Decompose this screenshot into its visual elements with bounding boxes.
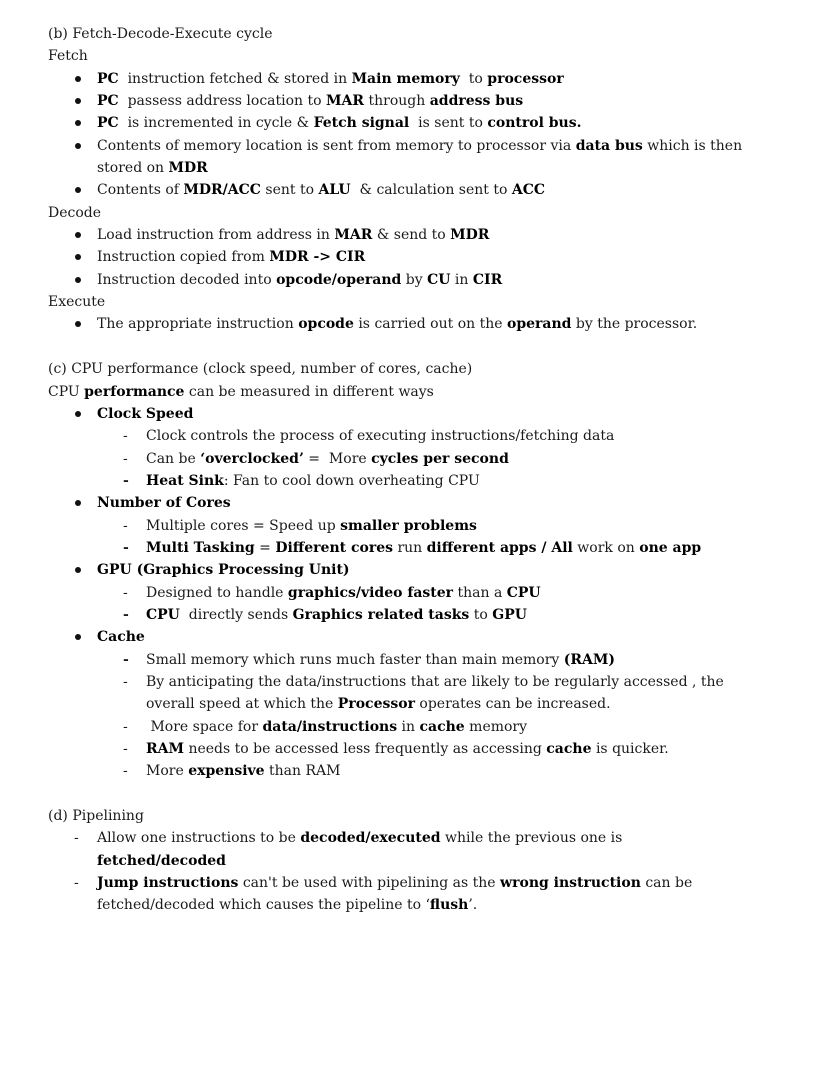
sub-dash-item <box>48 604 742 626</box>
sub-dash-item-continuation <box>48 693 742 715</box>
bold-text: MDR <box>450 227 490 244</box>
dash-item <box>48 872 742 894</box>
text-segment: to <box>469 606 493 623</box>
bold-text: GPU <box>492 606 527 623</box>
text-line <box>48 23 742 45</box>
bullet-icon <box>75 98 81 104</box>
bold-text: MAR <box>326 93 365 110</box>
sub-dash-item <box>48 649 742 671</box>
text-segment: operates can be increased. <box>414 696 611 713</box>
text-segment: which is then <box>642 137 743 154</box>
text-segment: Multiple cores = Speed up <box>146 517 341 534</box>
text-segment: instruction fetched & stored in <box>118 70 352 87</box>
bold-text: expensive <box>188 763 265 780</box>
bold-text: data bus <box>575 137 643 154</box>
text-line <box>48 805 742 827</box>
dash-marker: - <box>74 830 79 847</box>
text-segment: Execute <box>48 294 106 311</box>
text-segment: stored on <box>97 160 169 177</box>
bold-text: Processor <box>337 696 415 713</box>
text-segment: CPU <box>48 383 85 400</box>
bold-text: Fetch signal <box>313 115 410 132</box>
text-segment: (b) Fetch-Decode-Execute cycle <box>48 26 273 42</box>
text-segment: in <box>397 718 420 735</box>
blank-line <box>48 783 742 805</box>
text-segment: needs to be accessed less frequently as accessing <box>184 741 547 757</box>
bullet-item <box>48 403 742 425</box>
bold-text: MDR/ACC <box>183 182 261 199</box>
bold-text: Graphics related tasks <box>292 606 470 623</box>
bold-text: processor <box>487 70 564 87</box>
dash-marker: - <box>123 606 129 623</box>
bold-text: fetched/decoded <box>97 852 226 869</box>
text-segment: Contents of memory location is sent from memory to processor via <box>97 137 576 154</box>
dash-marker: - <box>123 450 128 467</box>
bullet-icon <box>75 120 81 126</box>
sub-dash-item <box>48 738 742 760</box>
bold-text: flush <box>429 897 469 914</box>
text-segment: directly sends <box>179 606 293 623</box>
text-segment: run <box>393 539 427 556</box>
dash-item-continuation <box>48 850 742 872</box>
bold-text: ‘overclocked’ <box>200 450 304 467</box>
text-segment: (c) CPU performance (clock speed, number of cores, cache) <box>48 361 473 378</box>
bold-text: CIR <box>472 271 503 288</box>
text-segment: Designed to handle <box>146 584 288 601</box>
bullet-item <box>48 269 742 291</box>
text-segment: sent to <box>260 182 319 199</box>
bold-text: PC <box>97 70 119 87</box>
dash-marker: - <box>123 472 129 489</box>
sub-dash-item <box>48 470 742 492</box>
text-segment: fetched/decoded which causes the pipeline to <box>97 897 426 914</box>
bullet-item-continuation <box>48 157 742 179</box>
dash-marker: - <box>123 517 128 534</box>
bold-text: PC <box>97 93 119 110</box>
text-segment: The appropriate instruction <box>97 316 299 333</box>
text-segment: Clock controls the process of executing instructions/fetching data <box>146 428 615 445</box>
bold-text: opcode/operand <box>276 271 402 288</box>
sub-dash-item <box>48 582 742 604</box>
bold-text: control bus. <box>487 115 582 132</box>
bullet-icon <box>75 254 81 260</box>
text-segment: ’. <box>468 897 478 914</box>
text-segment: than RAM <box>264 763 341 780</box>
bullet-item <box>48 224 742 246</box>
text-segment: ‘ <box>425 897 430 914</box>
text-segment: in <box>450 271 473 288</box>
text-segment: = More <box>303 450 372 467</box>
document-page <box>48 23 742 917</box>
dash-marker: - <box>123 584 128 601</box>
bold-text: performance <box>84 383 185 400</box>
text-segment: can't be used with pipelining as the <box>238 875 501 892</box>
text-segment: (d) Pipelining <box>48 808 144 825</box>
text-segment: By anticipating the data/instructions that are likely to be regularly accessed , the <box>146 673 724 690</box>
bold-text: MAR <box>334 227 373 244</box>
text-segment: than a <box>453 584 507 601</box>
text-segment: is sent to <box>409 115 488 132</box>
bullet-icon <box>75 143 81 149</box>
bold-text: data/instructions <box>262 718 398 735</box>
sub-dash-item <box>48 515 742 537</box>
text-segment: by <box>401 271 428 288</box>
bullet-icon <box>75 76 81 82</box>
text-segment: Fetch <box>48 48 88 65</box>
dash-marker: - <box>123 718 128 735</box>
dash-marker: - <box>123 763 128 780</box>
bullet-item <box>48 246 742 268</box>
bullet-icon <box>75 500 81 506</box>
bullet-icon <box>75 232 81 238</box>
bullet-item <box>48 492 742 514</box>
text-line <box>48 45 742 67</box>
text-segment: can be measured in different ways <box>184 383 434 400</box>
blank-line <box>48 336 742 358</box>
dash-item <box>48 827 742 849</box>
sub-dash-item <box>48 671 742 693</box>
bullet-icon <box>75 567 81 573</box>
bold-text: smaller problems <box>340 517 477 534</box>
text-segment: Contents of <box>97 182 184 199</box>
text-segment: while the previous one is <box>440 830 623 847</box>
text-segment: & calculation sent to <box>350 182 512 199</box>
bold-text: RAM <box>146 741 184 757</box>
text-segment: More <box>146 763 189 780</box>
text-segment: Decode <box>48 204 102 221</box>
bullet-item <box>48 90 742 112</box>
bullet-item <box>48 112 742 134</box>
text-segment: More space for <box>146 718 263 735</box>
bullet-icon <box>75 411 81 417</box>
text-segment: is quicker. <box>591 741 669 757</box>
bold-text: Number of Cores <box>97 495 231 512</box>
text-segment: by the processor. <box>571 316 698 333</box>
text-segment: to <box>459 70 488 87</box>
bold-text: Multi Tasking <box>146 539 255 556</box>
bullet-item <box>48 626 742 648</box>
text-segment: Instruction copied from <box>97 249 270 266</box>
dash-marker: - <box>123 651 129 668</box>
text-line <box>48 202 742 224</box>
bold-text: MDR <box>168 160 208 177</box>
bold-text: (RAM) <box>563 651 616 668</box>
text-segment: work on <box>572 539 640 556</box>
bold-text: Cache <box>97 629 145 646</box>
bold-text: CPU <box>146 606 180 623</box>
bold-text: CPU <box>506 584 541 601</box>
dash-marker: - <box>123 539 129 556</box>
bold-text: wrong instruction <box>500 875 641 892</box>
bold-text: operand <box>506 316 572 333</box>
bold-text: Different cores <box>275 539 393 556</box>
bold-text: MDR -> CIR <box>269 249 366 266</box>
bold-text: Heat Sink <box>146 472 224 489</box>
text-segment: through <box>364 93 430 110</box>
bullet-item <box>48 559 742 581</box>
bold-text: Main memory <box>351 70 460 87</box>
bold-text: cache <box>546 741 592 757</box>
sub-dash-item <box>48 716 742 738</box>
text-line <box>48 358 742 380</box>
bold-text: decoded/executed <box>300 830 441 847</box>
bold-text: graphics/video faster <box>287 584 454 601</box>
bold-text: ALU <box>318 182 351 199</box>
sub-dash-item <box>48 760 742 782</box>
bold-text: cache <box>419 718 465 735</box>
bold-text: cycles per second <box>371 450 509 467</box>
text-segment: Can be <box>146 450 201 467</box>
sub-dash-item <box>48 537 742 559</box>
sub-dash-item <box>48 425 742 447</box>
bullet-item <box>48 68 742 90</box>
bullet-item <box>48 135 742 157</box>
bold-text: Jump instructions <box>97 875 239 892</box>
dash-marker: - <box>74 875 79 892</box>
bold-text: address bus <box>429 93 524 110</box>
bold-text: Clock Speed <box>97 405 194 422</box>
text-segment: is carried out on the <box>353 316 507 333</box>
bullet-icon <box>75 277 81 283</box>
bold-text: one app <box>639 539 702 556</box>
bullet-item <box>48 313 742 335</box>
dash-marker: - <box>123 428 128 445</box>
text-segment: Instruction decoded into <box>97 271 277 288</box>
text-segment: Small memory which runs much faster than main memory <box>146 651 564 668</box>
text-segment: memory <box>464 718 528 735</box>
text-segment: = <box>254 539 276 556</box>
text-segment: overall speed at which the <box>146 696 338 713</box>
bold-text: PC <box>97 115 119 132</box>
bullet-item <box>48 179 742 201</box>
bold-text: different apps / All <box>426 539 573 556</box>
bold-text: ACC <box>511 182 546 199</box>
text-line <box>48 291 742 313</box>
text-segment: Load instruction from address in <box>97 227 335 244</box>
dash-marker: - <box>123 741 128 757</box>
bold-text: GPU (Graphics Processing Unit) <box>97 562 350 579</box>
bullet-icon <box>75 187 81 193</box>
dash-marker: - <box>123 673 128 690</box>
text-segment: Allow one instructions to be <box>97 830 301 847</box>
bullet-icon <box>75 634 81 640</box>
text-segment: passess address location to <box>118 93 327 110</box>
text-line <box>48 381 742 403</box>
text-segment: & send to <box>372 227 451 244</box>
bullet-icon <box>75 321 81 327</box>
text-segment: can be <box>640 875 693 892</box>
bold-text: opcode <box>298 316 354 333</box>
text-segment: : Fan to cool down overheating CPU <box>223 472 480 489</box>
sub-dash-item <box>48 448 742 470</box>
dash-item-continuation <box>48 894 742 916</box>
bold-text: CU <box>427 271 451 288</box>
text-segment: is incremented in cycle & <box>118 115 314 132</box>
